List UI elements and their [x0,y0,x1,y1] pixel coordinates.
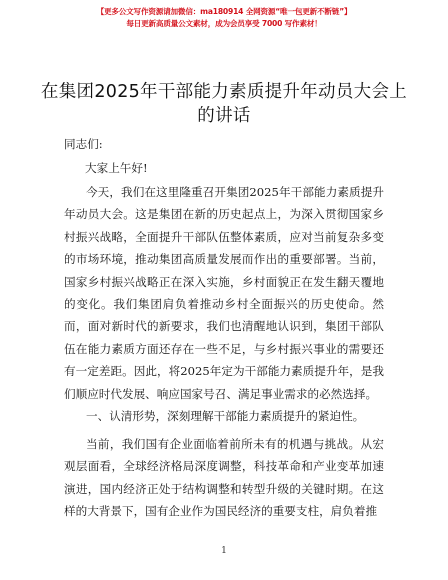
document-title: 在集团2025年干部能力素质提升年动员大会上的讲话 [40,82,408,126]
promo-banner-line2: 每日更新高质量公文素材，成为会员享受 7000 写作素材！ [126,19,322,28]
promo-banner-line1: 【更多公文写作资源请加微信：ma180914 全网资源“唯一包更新不断链”】 [96,7,352,16]
page-number: 1 [221,546,227,556]
salutation: 同志们: [64,137,103,151]
body-paragraph: 当前，我们国有企业面临着前所未有的机遇与挑战。从宏观层面看，全球经济格局深度调整，科技革命和产业变革加速演进，国内经济正处于结构调整和转型升级的关键时期。在这样的大背景下，国有企业作为国民经济的重要支柱，肩负着推 [64,437,384,519]
body-paragraph: 今天，我们在这里隆重召开集团2025年干部能力素质提升年动员大会。这是集团在新的历史起点上，为深入贯彻国家乡村振兴战略，全面提升干部队伍整体素质，应对当前复杂多变的市场环境，推动集团高质量发展而作出的重要部署。当前，国家乡村振兴战略正在深入实施，乡村面貌正在发生翻天覆地的变化。我们集团肩负着推动乡村全面振兴的历史使命。然而，面对新时代的新要求，我们也清醒地认识到，集团干部队伍在能力素质方面还存在一些不足，与乡村振兴事业的需要还有一定差距。因此，将2025年定为干部能力素质提升年，是我们顺应时代发展、响应国家号召、满足事业需求的必然选择。 [64,185,384,401]
greeting: 大家上午好! [85,161,148,175]
promo-banner [0,6,448,30]
section-heading: 一、认清形势，深刻理解干部能力素质提升的紧迫性。 [86,409,365,423]
